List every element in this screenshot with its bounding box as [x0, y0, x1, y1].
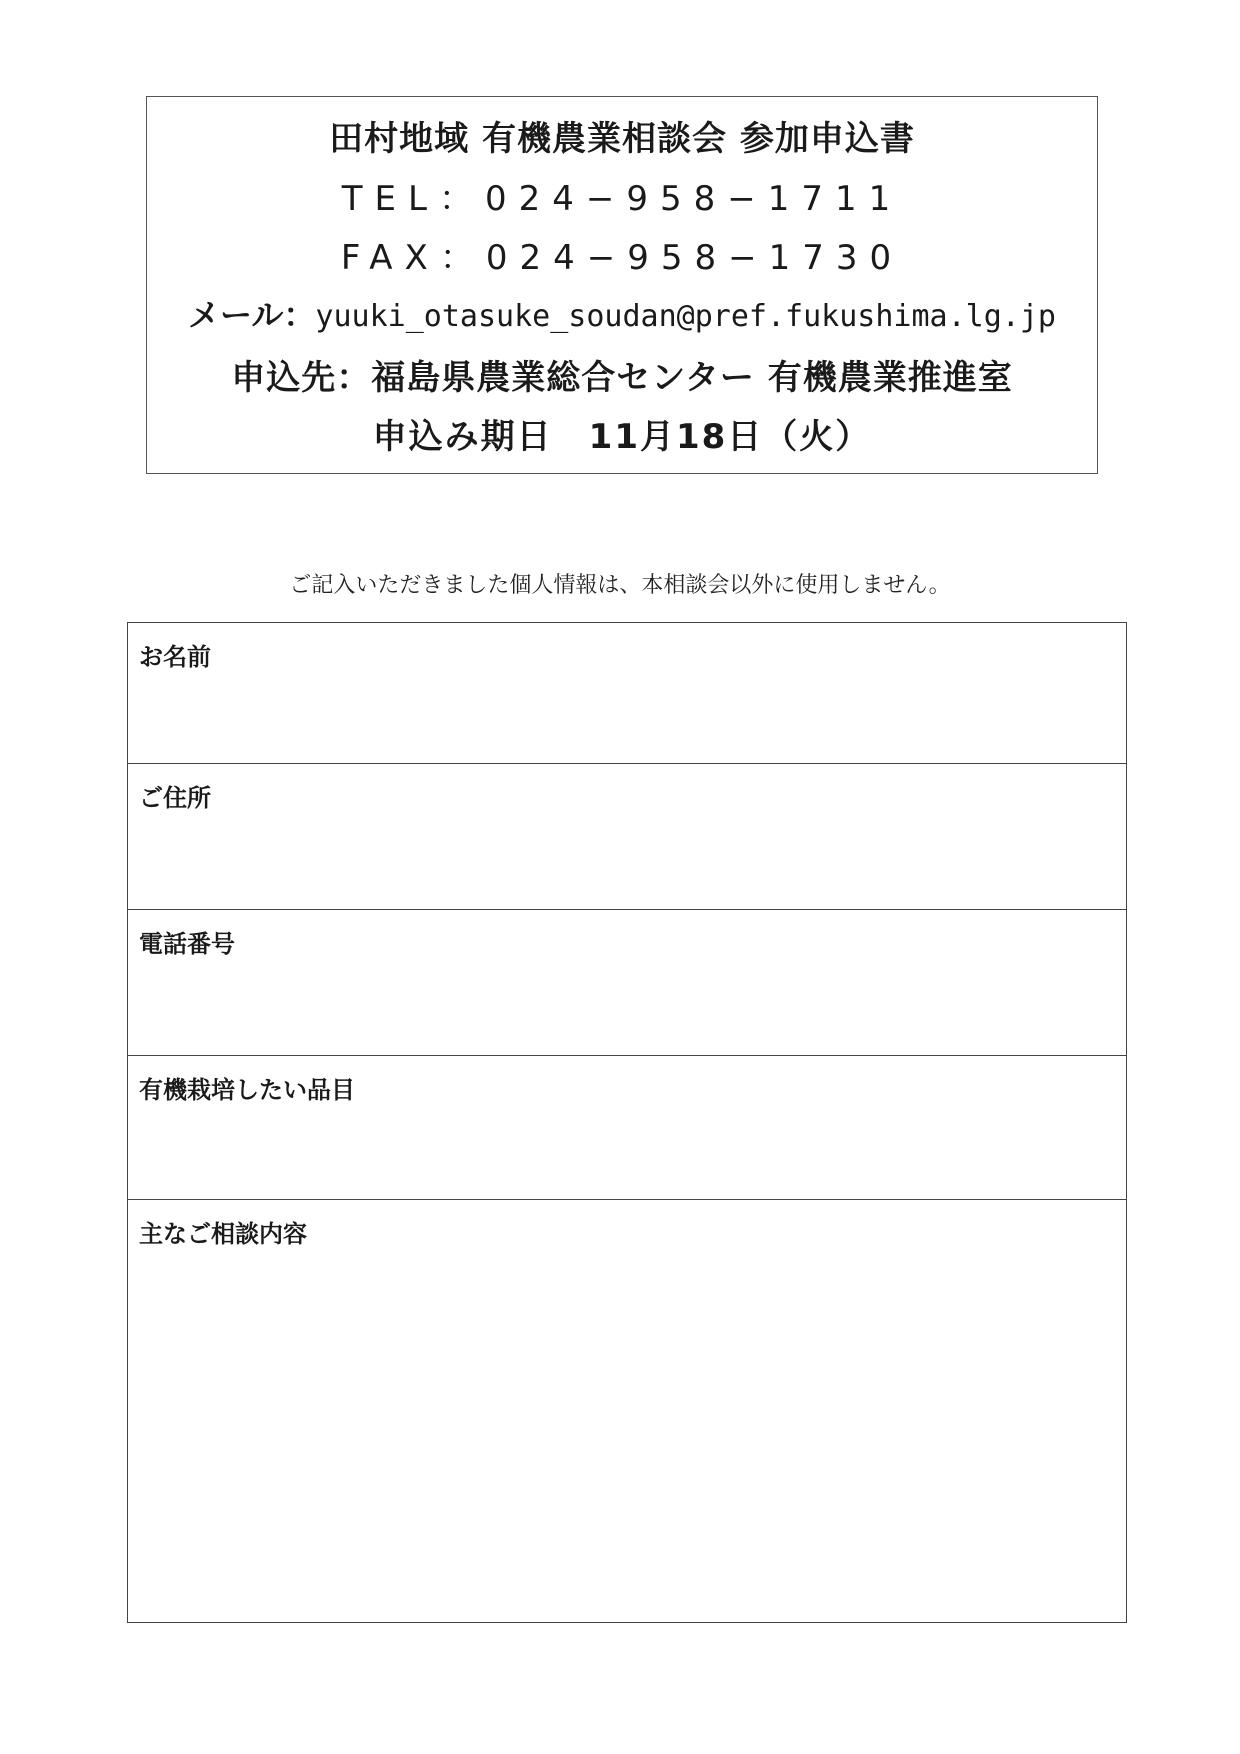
crop-label: 有機栽培したい品目 [139, 1076, 355, 1104]
form-row-name [128, 623, 1126, 764]
phone-field[interactable] [128, 960, 1126, 1055]
form-row-address [128, 764, 1126, 910]
address-label: ご住所 [139, 784, 211, 812]
consultation-label: 主なご相談内容 [139, 1220, 307, 1248]
name-field[interactable] [128, 673, 1126, 763]
application-header-box [146, 96, 1098, 474]
fax-number: FAX：024−958−1730 [340, 238, 904, 278]
privacy-note: ご記入いただきました個人情報は、本相談会以外に使用しません。 [289, 573, 951, 598]
tel-number: TEL：024−958−1711 [341, 179, 903, 219]
consultation-field[interactable] [128, 1250, 1126, 1622]
application-form-table [127, 622, 1127, 1623]
email-line [147, 290, 1097, 336]
form-row-phone [128, 910, 1126, 1056]
address-field[interactable] [128, 814, 1126, 909]
form-row-consultation [128, 1200, 1126, 1622]
crop-field[interactable] [128, 1106, 1126, 1199]
email-label: メール： [188, 296, 316, 334]
phone-label: 電話番号 [139, 930, 235, 958]
name-label: お名前 [139, 643, 211, 671]
destination: 申込先：福島県農業総合センター 有機農業推進室 [231, 358, 1013, 398]
deadline: 申込み期日 11月18日（火） [372, 417, 872, 457]
email-address: yuuki_otasuke_soudan@pref.fukushima.lg.jp [315, 299, 1056, 334]
form-row-crop [128, 1056, 1126, 1200]
form-title: 田村地域 有機農業相談会 参加申込書 [329, 119, 915, 159]
